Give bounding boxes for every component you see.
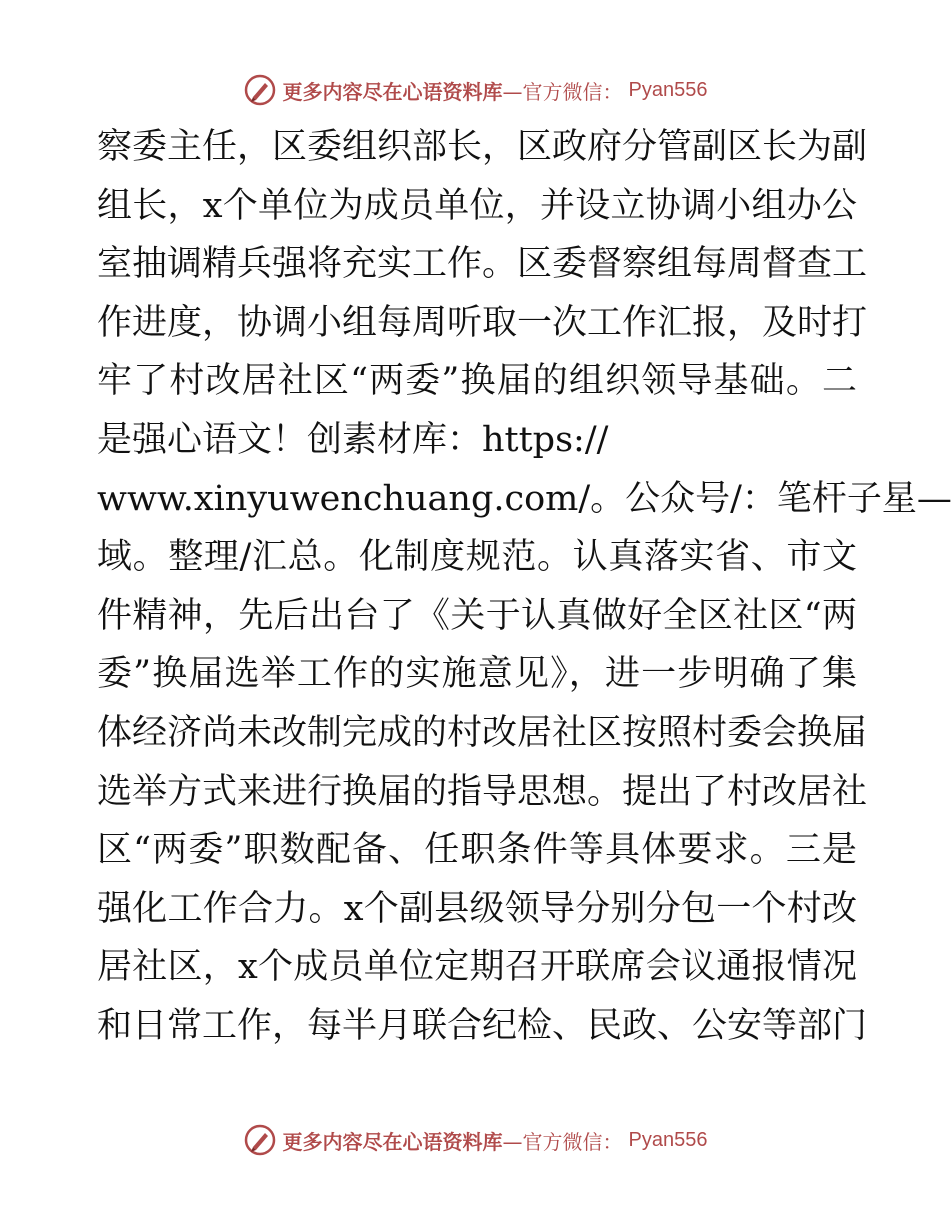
watermark-rest: —官方微信： (502, 79, 623, 104)
text-line: 作进度，协调小组每周听取一次工作汇报，及时打 (97, 302, 868, 343)
pen-logo-icon (243, 1123, 277, 1157)
header-watermark (0, 70, 950, 110)
text-line: 室抽调精兵强将充实工作。区委督察组每周督查工 (97, 244, 868, 285)
watermark-wechat-id: Pyan556 (628, 1128, 708, 1151)
text-line: 是强心语文！创素材库：https:// (97, 419, 609, 460)
text-line: 委”换届选举工作的实施意见》，进一步明确了集 (97, 654, 857, 695)
footer-watermark (0, 1120, 950, 1160)
text-line: 体经济尚未改制完成的村改居社区按照村委会换届 (97, 712, 868, 753)
text-line: 组长，x个单位为成员单位，并设立协调小组办公 (97, 185, 857, 226)
watermark-rest: —官方微信： (502, 1129, 623, 1154)
text-line: 强化工作合力。x个副县级领导分别分包一个村改 (97, 888, 857, 929)
pen-logo-icon (243, 73, 277, 107)
watermark-text (283, 76, 623, 105)
watermark-brand: 更多内容尽在心语资料库 (282, 1129, 503, 1154)
watermark-wechat-id: Pyan556 (628, 78, 708, 101)
watermark-text (283, 1126, 623, 1155)
text-line: 和日常工作，每半月联合纪检、民政、公安等部门 (97, 1005, 868, 1046)
text-line: 选举方式来进行换届的指导思想。提出了村改居社 (97, 771, 868, 812)
body-text (97, 118, 952, 1056)
text-line: 件精神，先后出台了《关于认真做好全区社区“两 (97, 595, 857, 636)
text-line: 区“两委”职数配备、任职条件等具体要求。三是 (97, 830, 857, 871)
text-line: 察委主任，区委组织部长，区政府分管副区长为副 (97, 127, 868, 167)
watermark-brand: 更多内容尽在心语资料库 (282, 79, 503, 104)
text-line: 居社区，x个成员单位定期召开联席会议通报情况 (97, 947, 857, 988)
text-line: 域。整理/汇总。化制度规范。认真落实省、市文 (97, 537, 857, 578)
text-line: 牢了村改居社区“两委”换届的组织领导基础。二 (97, 361, 857, 402)
text-line: www.xinyuwenchuang.com/。公众号/：笔杆子星— (97, 478, 952, 519)
